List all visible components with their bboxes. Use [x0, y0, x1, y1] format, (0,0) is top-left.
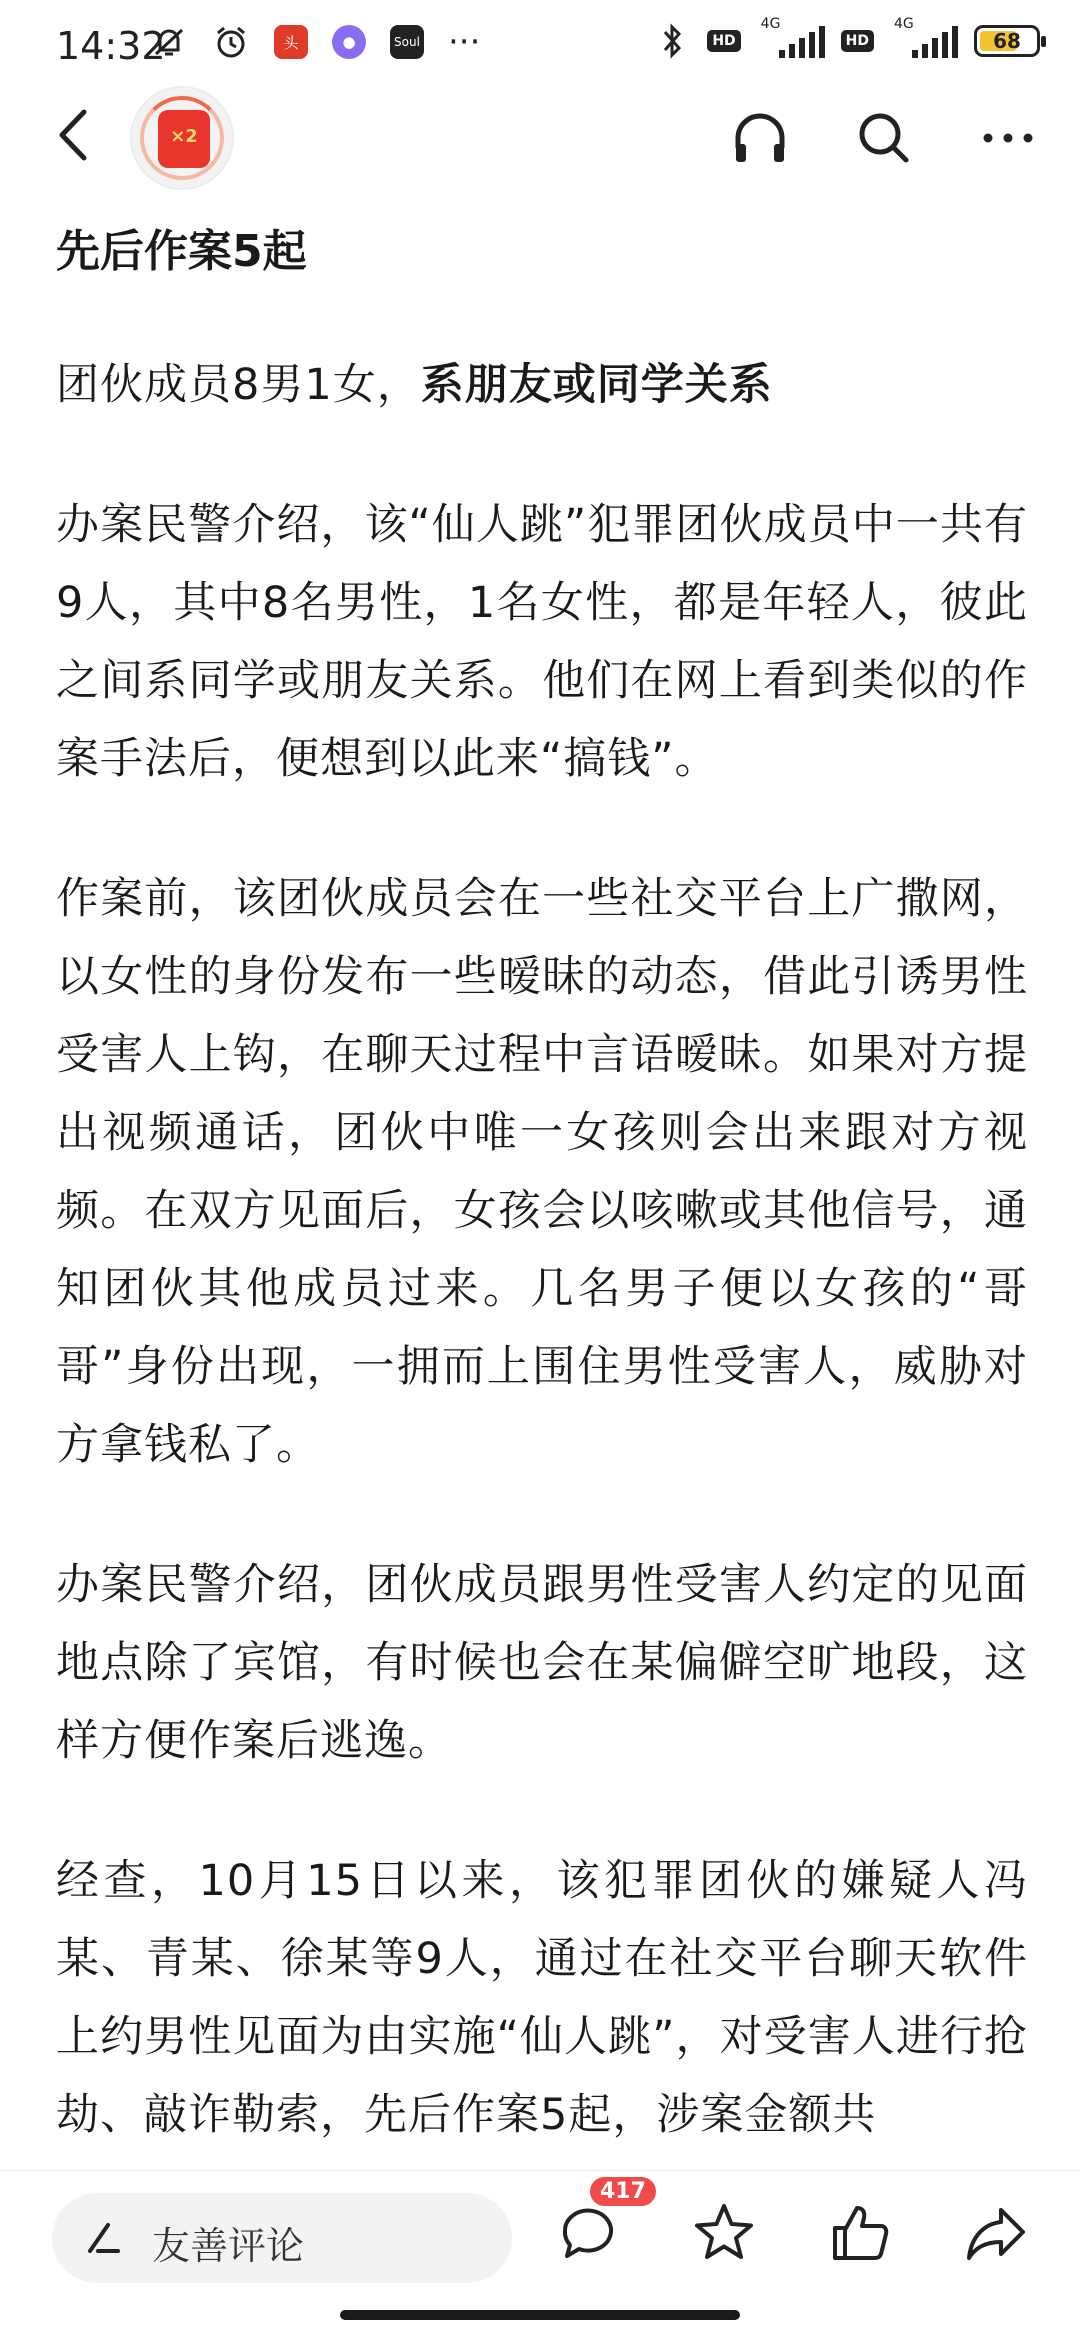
- subheading-bold: 系朋友或同学关系: [420, 360, 773, 410]
- gen-label-1: 4G: [760, 16, 781, 32]
- headphones-icon: [730, 108, 790, 168]
- comment-count-badge: 417: [590, 2177, 656, 2206]
- share-icon: [963, 2200, 1029, 2266]
- like-button[interactable]: [824, 2197, 896, 2269]
- bluetooth-icon: [653, 22, 691, 60]
- status-bar: [0, 0, 1080, 90]
- status-more-icon: ···: [448, 22, 481, 62]
- more-button[interactable]: [976, 106, 1040, 170]
- article-body: [56, 220, 1028, 2154]
- search-icon: [854, 108, 914, 168]
- red-packet-bonus-button[interactable]: [130, 86, 234, 190]
- comment-icon: [555, 2200, 621, 2266]
- signal-1-icon: [757, 16, 825, 60]
- thumbs-up-icon: [827, 2200, 893, 2266]
- app-icon-purple: ●: [332, 25, 366, 59]
- status-notification-icons: [150, 22, 480, 62]
- home-indicator[interactable]: [340, 2310, 740, 2320]
- battery-percent: 68: [993, 29, 1021, 53]
- share-button[interactable]: [960, 2197, 1032, 2269]
- battery-icon: [974, 25, 1040, 57]
- hd-badge-2: HD: [841, 30, 874, 52]
- listen-button[interactable]: [728, 106, 792, 170]
- signal-2-icon: [890, 16, 958, 60]
- pen-icon: [84, 2217, 124, 2257]
- more-icon: [978, 108, 1038, 168]
- status-system-icons: [653, 16, 1040, 60]
- status-time: 14:32: [56, 24, 166, 68]
- red-envelope-icon: [158, 110, 210, 168]
- article-paragraph: 经查，10月15日以来，该犯罪团伙的嫌疑人冯某、青某、徐某等9人，通过在社交平台聊天软件上约男性见面为由实施“仙人跳”，对受害人进行抢劫、敲诈勒索，先后作案5起，涉案金额共: [56, 1856, 1028, 2140]
- soul-app-icon: Soul: [390, 25, 424, 59]
- bonus-multiplier: ×2: [170, 126, 198, 147]
- muted-bell-icon: [150, 23, 188, 61]
- news-app-icon: 头: [274, 25, 308, 59]
- top-nav-bar: [0, 80, 1080, 190]
- back-button[interactable]: [48, 102, 108, 168]
- subheading-plain: 团伙成员8男1女，: [56, 360, 421, 410]
- section-heading: 先后作案5起: [56, 226, 307, 277]
- gen-label-2: 4G: [894, 16, 914, 32]
- comment-placeholder: 友善评论: [152, 2224, 305, 2268]
- search-button[interactable]: [852, 106, 916, 170]
- article-paragraph: 办案民警介绍，团伙成员跟男性受害人约定的见面地点除了宾馆，有时候也会在某偏僻空旷地段，这样方便作案后逃逸。: [56, 1560, 1028, 1766]
- section-subheading: [56, 346, 1028, 424]
- alarm-icon: [212, 23, 250, 61]
- hd-badge-1: HD: [707, 30, 740, 52]
- comment-input[interactable]: [52, 2193, 512, 2283]
- favorite-button[interactable]: [688, 2197, 760, 2269]
- article-paragraph: 办案民警介绍，该“仙人跳”犯罪团伙成员中一共有9人，其中8名男性，1名女性，都是年轻人，彼此之间系同学或朋友关系。他们在网上看到类似的作案手法后，便想到以此来“搞钱”。: [56, 500, 1028, 784]
- comments-button[interactable]: [552, 2197, 624, 2269]
- star-icon: [691, 2200, 757, 2266]
- chevron-left-icon: [48, 102, 108, 168]
- article-paragraph: 作案前，该团伙成员会在一些社交平台上广撒网，以女性的身份发布一些暧昧的动态，借此引诱男性受害人上钩，在聊天过程中言语暧昧。如果对方提出视频通话，团伙中唯一女孩则会出来跟对方视频。在双方见面后，女孩会以咳嗽或其他信号，通知团伙其他成员过来。几名男子便以女孩的“哥哥”身份出现，一拥而上围住男性受害人，威胁对方拿钱私了。: [56, 874, 1028, 1470]
